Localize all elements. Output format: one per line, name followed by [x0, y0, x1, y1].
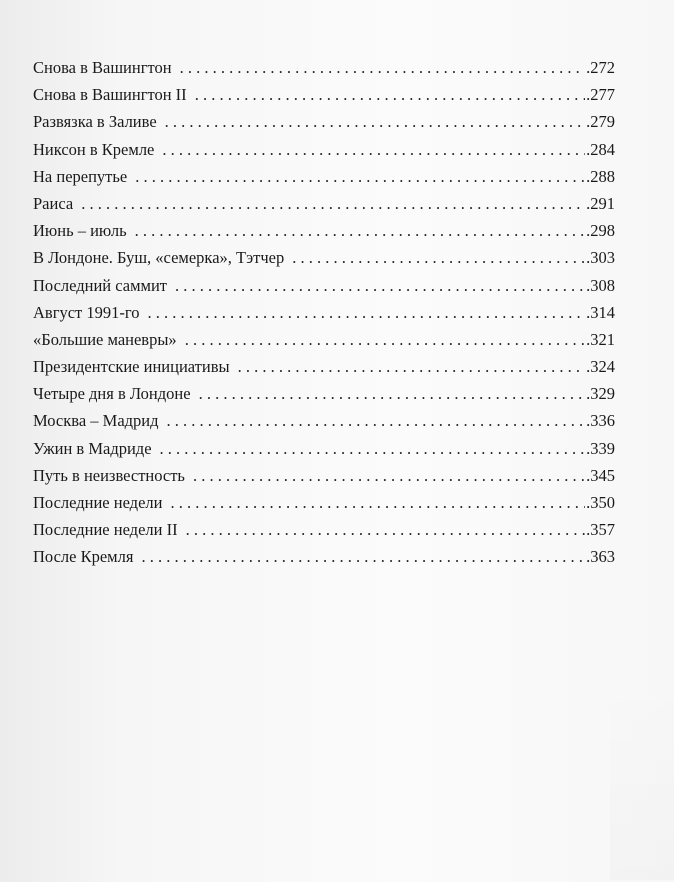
toc-entry-page: .345 — [586, 465, 615, 485]
toc-dot-leader — [170, 489, 585, 516]
toc-entry-page: .303 — [586, 248, 615, 268]
toc-entry-page: .291 — [586, 193, 615, 213]
toc-dot-leader — [238, 353, 586, 380]
toc-entry-title: Путь в неизвестность — [33, 465, 185, 485]
table-of-contents — [33, 54, 615, 571]
toc-entry-title: Последние недели — [33, 493, 163, 512]
toc-entry-page: .308 — [586, 275, 615, 295]
toc-entry — [33, 435, 615, 462]
toc-entry-page: .277 — [586, 85, 615, 105]
toc-entry-page: .336 — [586, 411, 615, 431]
toc-dot-leader — [162, 136, 585, 163]
toc-dot-leader — [193, 462, 585, 489]
toc-entry-page: .272 — [586, 58, 615, 77]
toc-entry-title: Последний саммит — [33, 275, 168, 295]
toc-entry-title: Июнь – июль — [33, 221, 127, 241]
toc-entry — [33, 108, 615, 135]
toc-entry-title: «Большие маневры» — [33, 329, 177, 349]
toc-entry-title: Август 1991-го — [33, 302, 140, 322]
toc-entry-title: Снова в Вашингтон — [33, 58, 172, 77]
toc-entry-title: Ужин в Мадриде — [33, 438, 152, 458]
toc-entry-title: После Кремля — [33, 547, 134, 567]
toc-entry-page: .314 — [586, 302, 615, 322]
toc-dot-leader — [148, 299, 586, 326]
toc-entry — [33, 407, 615, 434]
toc-entry — [33, 272, 615, 299]
toc-entry-page: .279 — [586, 112, 615, 132]
toc-dot-leader — [186, 516, 586, 543]
toc-entry-page: .298 — [586, 221, 615, 241]
toc-entry — [33, 163, 615, 190]
toc-entry-title: На перепутье — [33, 166, 128, 186]
toc-entry-page: .329 — [586, 384, 615, 404]
toc-entry-title: Никсон в Кремле — [33, 139, 155, 159]
toc-dot-leader — [167, 407, 586, 434]
toc-entry-page: .288 — [586, 166, 615, 186]
toc-entry-title: Москва – Мадрид — [33, 411, 159, 431]
toc-dot-leader — [185, 326, 585, 353]
toc-dot-leader — [292, 244, 585, 271]
toc-dot-leader — [135, 217, 586, 244]
toc-entry-title: В Лондоне. Буш, «семерка», Тэтчер — [33, 248, 285, 268]
toc-entry — [33, 462, 615, 489]
toc-entry-page: .339 — [586, 438, 615, 458]
toc-entry — [33, 489, 615, 516]
toc-dot-leader — [175, 272, 585, 299]
toc-dot-leader — [195, 81, 585, 108]
toc-entry — [33, 380, 615, 407]
toc-entry-page: .284 — [586, 139, 615, 159]
toc-entry-page: .350 — [586, 493, 615, 512]
toc-entry-page: .321 — [586, 329, 615, 349]
toc-entry — [33, 81, 615, 108]
toc-entry — [33, 299, 615, 326]
toc-dot-leader — [81, 190, 585, 217]
toc-entry-title: Раиса — [33, 193, 74, 213]
toc-entry-title: Развязка в Заливе — [33, 112, 157, 132]
toc-entry-page: .363 — [586, 547, 615, 567]
toc-dot-leader — [135, 163, 585, 190]
toc-entry-title: Президентские инициативы — [33, 357, 230, 377]
toc-dot-leader — [141, 543, 585, 570]
toc-entry — [33, 326, 615, 353]
toc-entry — [33, 516, 615, 543]
toc-entry-title: Снова в Вашингтон II — [33, 85, 187, 105]
toc-entry-title: Четыре дня в Лондоне — [33, 384, 191, 404]
page-edge-shadow — [610, 680, 674, 880]
toc-entry — [33, 190, 615, 217]
toc-entry — [33, 136, 615, 163]
toc-entry — [33, 217, 615, 244]
toc-entry-title: Последние недели II — [33, 520, 178, 540]
toc-dot-leader — [165, 108, 585, 135]
toc-entry — [33, 244, 615, 271]
toc-entry — [33, 54, 615, 81]
toc-entry-page: .324 — [586, 357, 615, 377]
toc-entry-page: .357 — [586, 520, 615, 540]
toc-dot-leader — [180, 54, 586, 81]
toc-entry — [33, 543, 615, 570]
toc-dot-leader — [199, 380, 586, 407]
toc-dot-leader — [160, 435, 586, 462]
toc-entry — [33, 353, 615, 380]
